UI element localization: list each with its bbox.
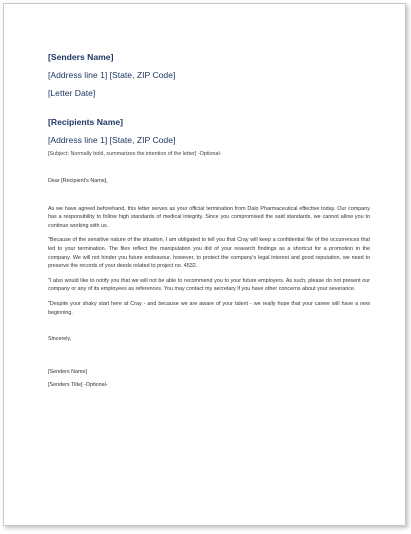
closing: Sincerely,	[48, 336, 72, 343]
sender-name: [Senders Name]	[48, 52, 114, 62]
body-paragraph-4: "Despite your shaky start here at Cray - and because we are aware of your talent - we really hope that your career will have a new beginning.	[48, 300, 370, 316]
body-paragraph-1: As we have agreed beforehand, this letter serves as your official termination from Dalo Pharmaceutical effective today. Our company has a responsibility to follow high standards of medical integrity. Since you compromised the said standards, we cannot allow you to continue working with us.	[48, 205, 370, 229]
salutation: Dear [Recipient's Name],	[48, 178, 108, 184]
body-paragraph-3: "I also would like to notify you that we will not be able to recommend you to your future employers. As such, please do not present our company or any of its employees as references. You may contact my secretary if you have other concerns about your severance.	[48, 277, 370, 293]
recipient-address: [Address line 1] [State, ZIP Code]	[48, 135, 176, 145]
letter-date: [Letter Date]	[48, 88, 96, 98]
letter-page	[3, 3, 406, 526]
body-paragraph-2: "Because of the sensitive nature of the situation, I am obligated to tell you that Cray will keep a confidential file of the occurrences that led to your termination. The files reflect the manipulation you did of your research findings as a shortcut for a promotion in the company. We will not hinder you future endeavour, however, to protect the company's legal interest and good reputation, we need to preserve the records of your deeds related to project no. 4532.	[48, 237, 370, 270]
recipient-name: [Recipients Name]	[48, 117, 123, 127]
sender-address: [Address line 1] [State, ZIP Code]	[48, 70, 176, 80]
signature-title: [Senders Title] -Optional-	[48, 382, 108, 389]
signature-name: [Senders Name]	[48, 368, 87, 375]
letter-content	[48, 51, 370, 390]
subject-line: [Subject: Normally bold, summarizes the intention of the letter] -Optional-	[48, 151, 222, 157]
